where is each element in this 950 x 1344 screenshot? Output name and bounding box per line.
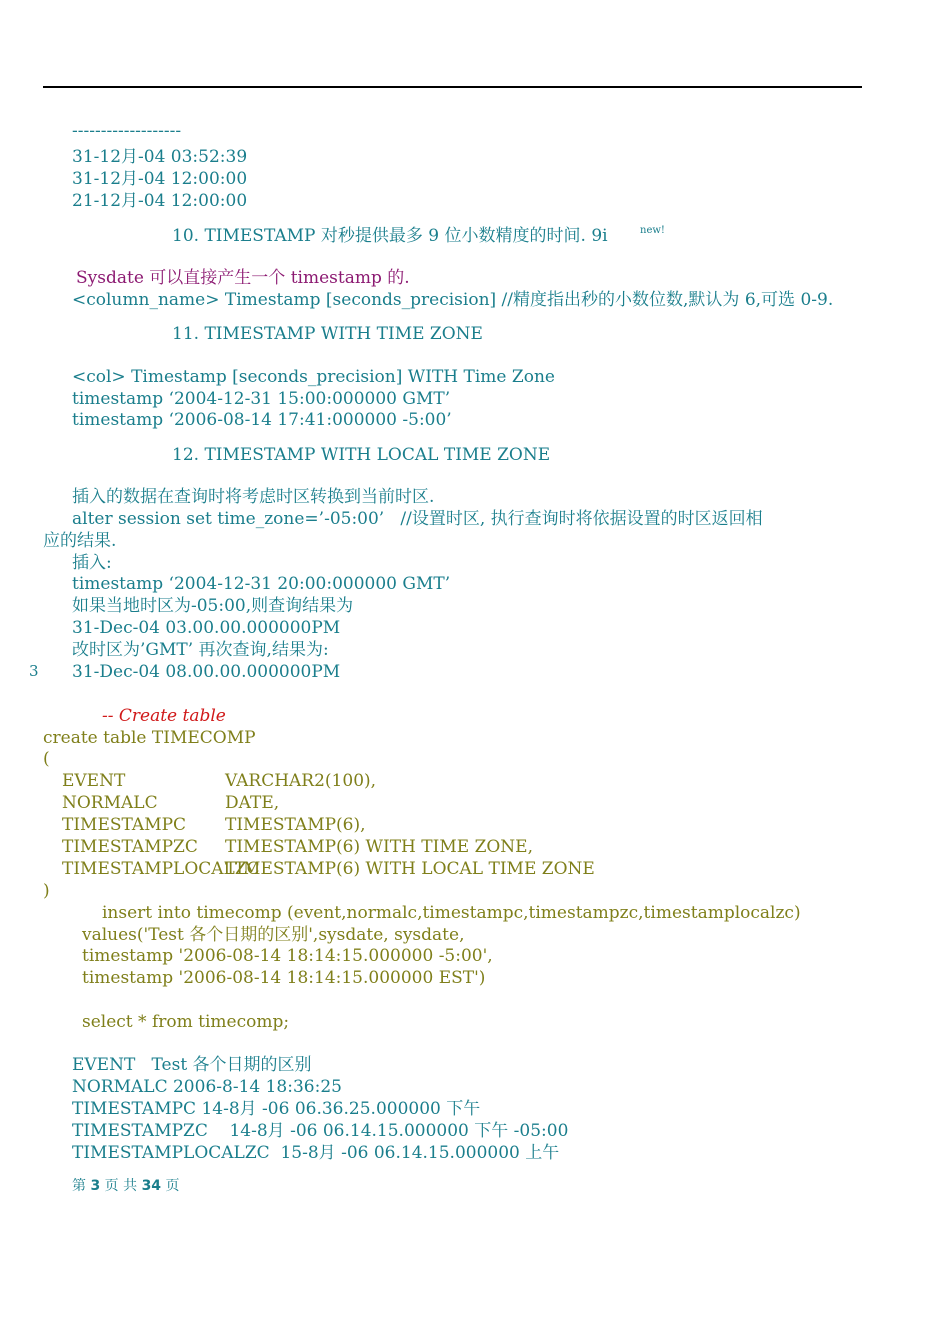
column-type: DATE, (225, 793, 280, 813)
dash-separator: ------------------- (72, 121, 182, 141)
paragraph: 插入的数据在查询时将考虑时区转换到当前时区. (72, 487, 435, 507)
code-line: <col> Timestamp [seconds_precision] WITH Time Zone (72, 367, 555, 387)
result-row: NORMALC 2006-8-14 18:36:25 (72, 1077, 342, 1097)
column-name: EVENT (62, 771, 126, 791)
sql-close-paren: ) (43, 881, 50, 901)
sql-comment: -- Create table (102, 706, 226, 726)
column-name: TIMESTAMPLOCALZC (62, 859, 260, 879)
footer-prefix: 第 (72, 1178, 91, 1194)
insert-label: 插入: (72, 553, 112, 573)
paragraph: 改时区为’GMT’ 再次查询,结果为: (72, 640, 329, 660)
sql-create-statement: create table TIMECOMP (43, 728, 256, 748)
code-line: timestamp ‘2006-08-14 17:41:000000 -5:00’ (72, 410, 452, 430)
query-result: 31-Dec-04 03.00.00.000000PM (72, 618, 341, 638)
query-result: 31-Dec-04 08.00.00.000000PM (72, 662, 341, 682)
date-row: 31-12月-04 12:00:00 (72, 169, 248, 189)
section-11-heading: 11. TIMESTAMP WITH TIME ZONE (172, 324, 483, 344)
code-line: timestamp ‘2004-12-31 15:00:000000 GMT’ (72, 389, 451, 409)
date-row: 21-12月-04 12:00:00 (72, 191, 248, 211)
section-10-heading: 10. TIMESTAMP 对秒提供最多 9 位小数精度的时间. 9i (172, 226, 608, 246)
column-type: VARCHAR2(100), (225, 771, 377, 791)
section-12-heading: 12. TIMESTAMP WITH LOCAL TIME ZONE (172, 445, 551, 465)
header-rule (43, 86, 862, 88)
result-row: EVENT Test 各个日期的区别 (72, 1055, 312, 1075)
column-name: TIMESTAMPC (62, 815, 187, 835)
sql-insert-line: values('Test 各个日期的区别',sysdate, sysdate, (82, 925, 465, 945)
sql-insert-line: timestamp '2006-08-14 18:14:15.000000 -5:00', (82, 946, 493, 966)
result-row: TIMESTAMPC 14-8月 -06 06.36.25.000000 下午 (72, 1099, 481, 1119)
footer-suffix: 页 (161, 1178, 180, 1194)
sysdate-note: Sysdate 可以直接产生一个 timestamp 的. (76, 268, 410, 288)
result-row: TIMESTAMPLOCALZC 15-8月 -06 06.14.15.000000 上午 (72, 1143, 560, 1163)
alter-session-line: alter session set time_zone=’-05:00’ //设置时区, 执行查询时将依据设置的时区返回相 (72, 509, 763, 529)
column-definition: <column_name> Timestamp [seconds_precision] //精度指出秒的小数位数,默认为 6,可选 0-9. (72, 290, 834, 310)
result-row: TIMESTAMPZC 14-8月 -06 06.14.15.000000 下午 -05:00 (72, 1121, 569, 1141)
column-type: TIMESTAMP(6) WITH TIME ZONE, (225, 837, 534, 857)
sql-select: select * from timecomp; (82, 1012, 290, 1032)
date-row: 31-12月-04 03:52:39 (72, 147, 248, 167)
column-name: TIMESTAMPZC (62, 837, 198, 857)
footer-total-pages: 34 (141, 1178, 162, 1194)
margin-page-number: 3 (29, 662, 39, 680)
new-badge: new! (640, 225, 665, 236)
column-name: NORMALC (62, 793, 158, 813)
column-type: TIMESTAMP(6), (225, 815, 366, 835)
sql-insert-line: timestamp '2006-08-14 18:14:15.000000 EST') (82, 968, 486, 988)
alter-session-continuation: 应的结果. (43, 531, 117, 551)
sql-open-paren: ( (43, 749, 50, 769)
page-footer (72, 1178, 180, 1194)
column-type: TIMESTAMP(6) WITH LOCAL TIME ZONE (225, 859, 595, 879)
insert-value: timestamp ‘2004-12-31 20:00:000000 GMT’ (72, 574, 451, 594)
footer-current-page: 3 (90, 1178, 101, 1194)
sql-insert-line: insert into timecomp (event,normalc,timestampc,timestampzc,timestamplocalzc) (102, 903, 801, 923)
paragraph: 如果当地时区为-05:00,则查询结果为 (72, 596, 354, 616)
footer-middle: 页 共 (100, 1178, 142, 1194)
